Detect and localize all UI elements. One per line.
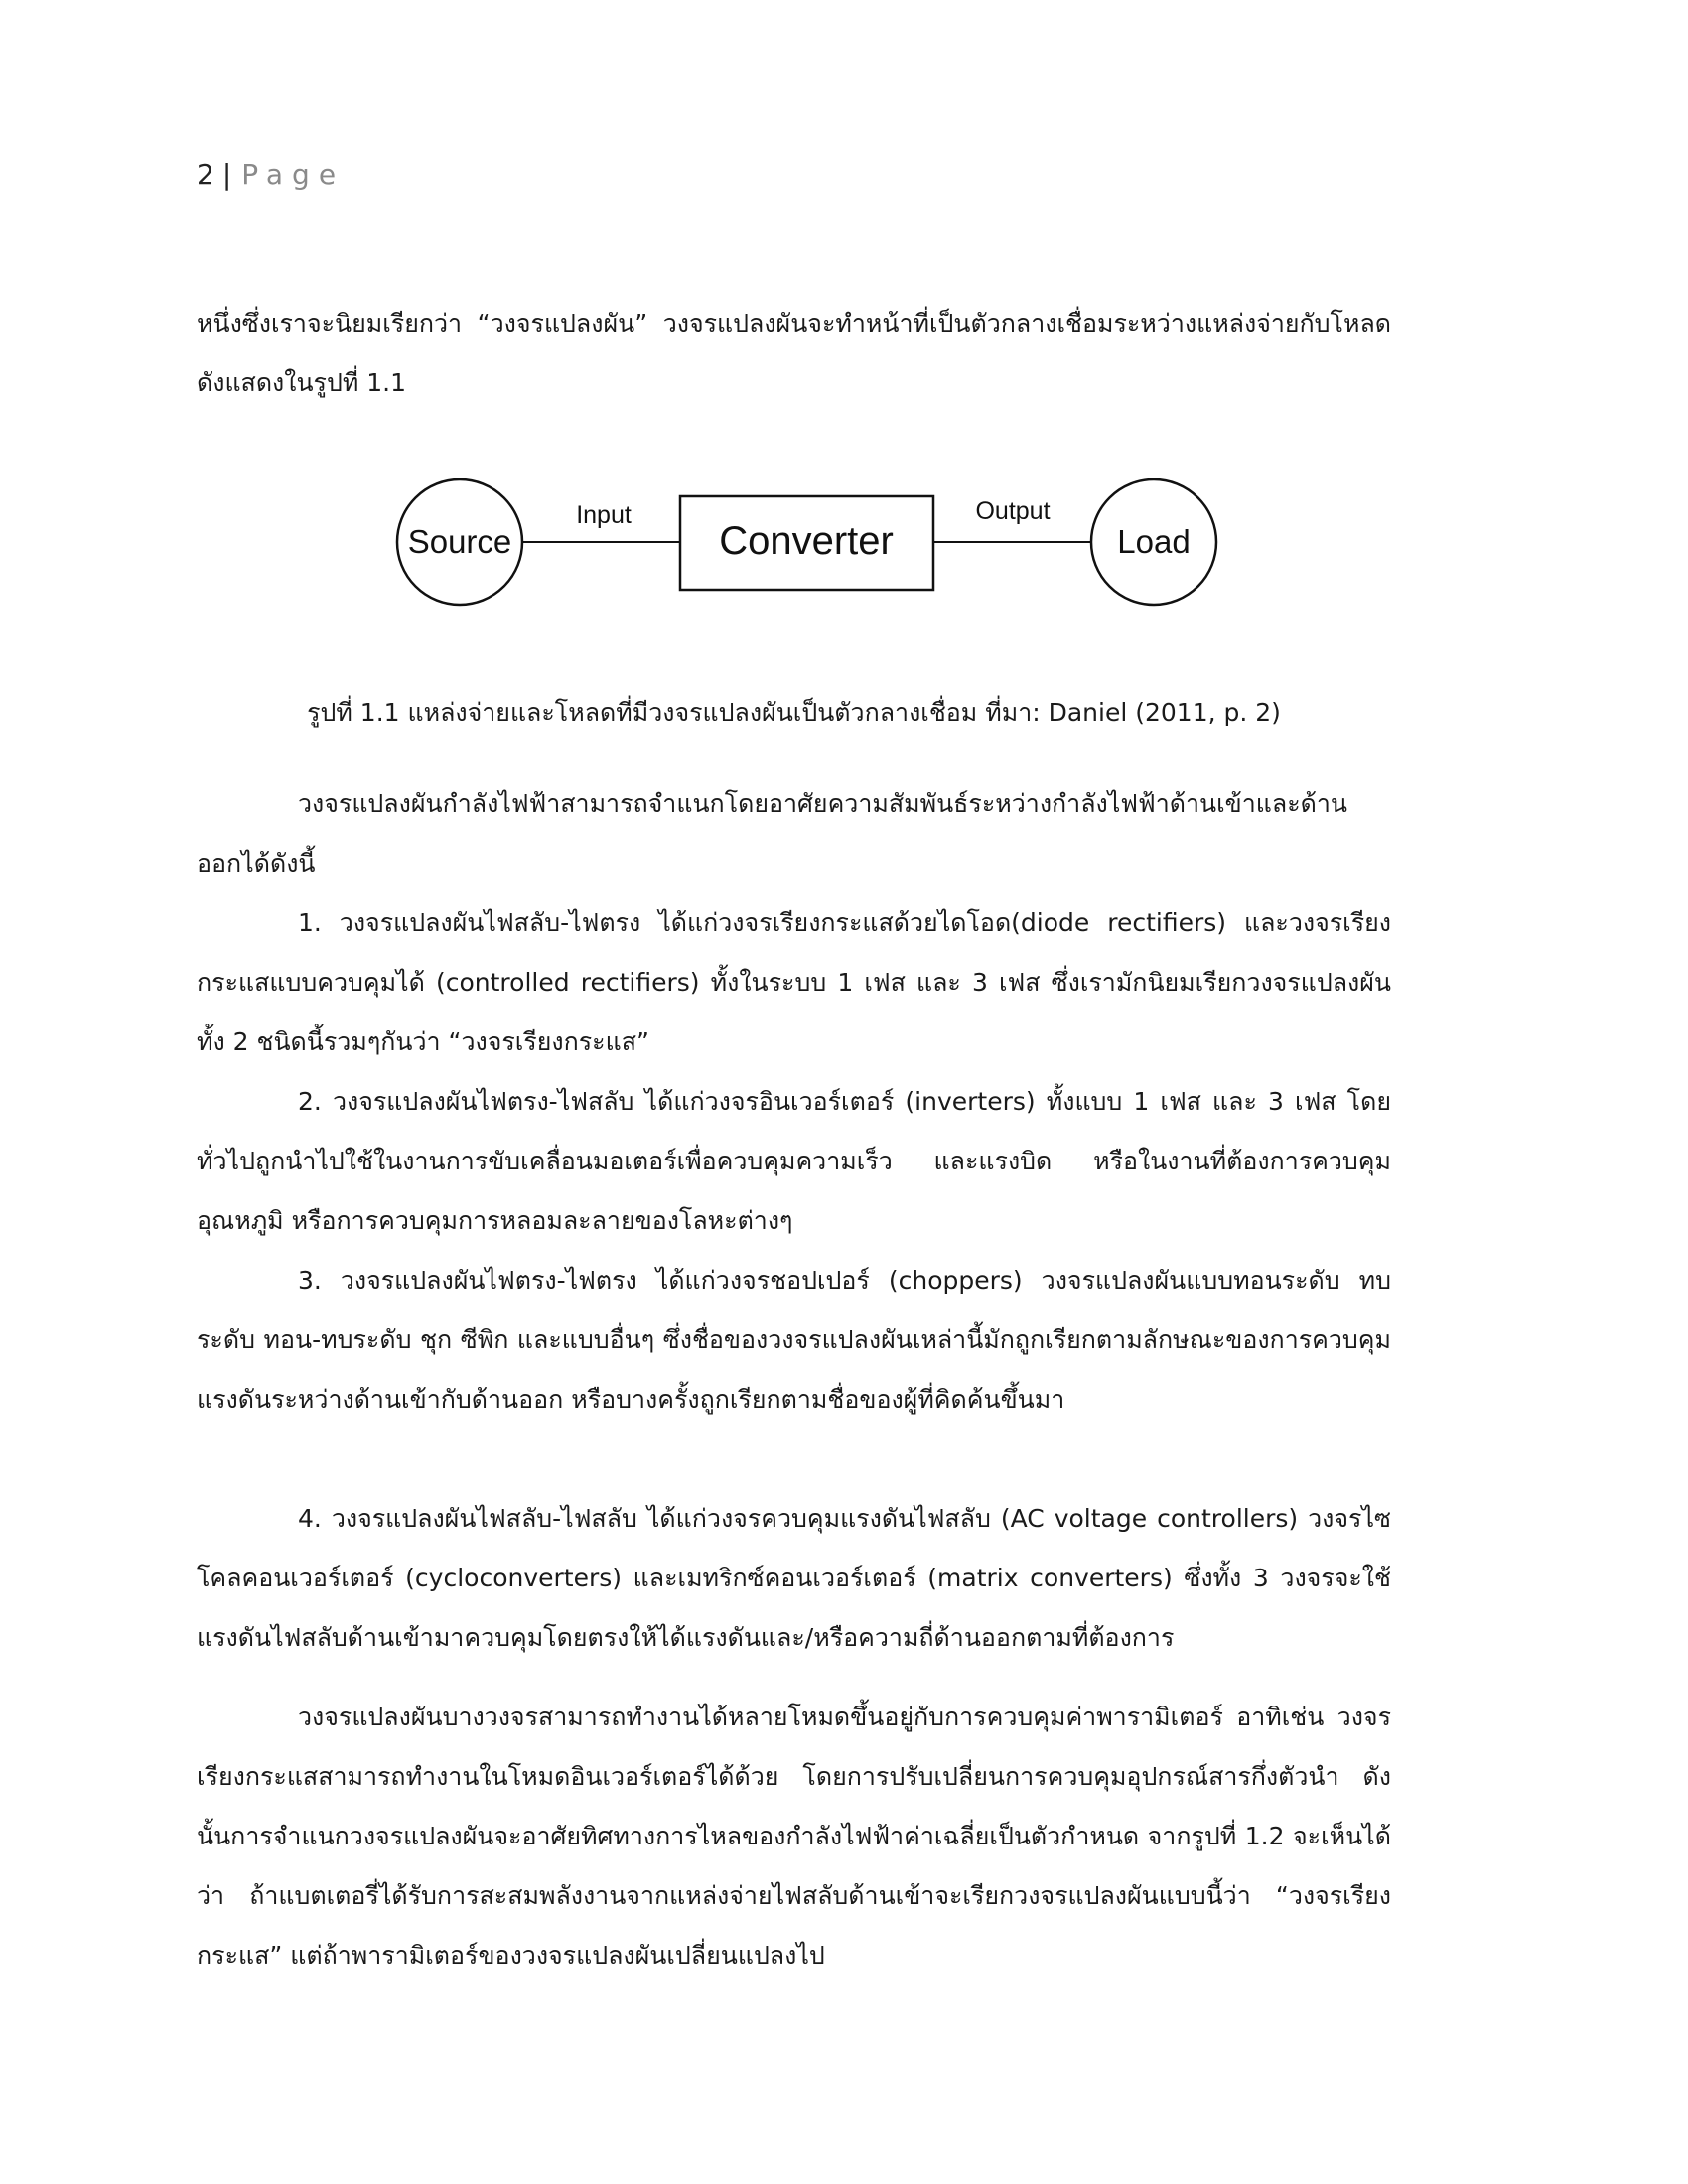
list-item-ac-dc: 1. วงจรแปลงผันไฟสลับ-ไฟตรง ได้แก่วงจรเรียงกระแสด้วยไดโอด(diode rectifiers) และวงจรเรียงกระแสแบบควบคุมได้ (controlled rectifiers) ทั้งในระบบ 1 เฟส และ 3 เฟส ซึ่งเรามักนิยมเรียกวงจรแปลงผันทั้ง 2 ชนิดนี้รวมๆกันว่า “วงจรเรียงกระแส” [197, 908, 1391, 1056]
source-label: Source [407, 523, 512, 560]
list-item-dc-dc: 3. วงจรแปลงผันไฟตรง-ไฟตรง ได้แก่วงจรชอปเปอร์ (choppers) วงจรแปลงผันแบบทอนระดับ ทบระดับ ทอน-ทบระดับ ชุก ซีพิก และแบบอื่นๆ ซึ่งชื่อของวงจรแปลงผันเหล่านี้มักถูกเรียกตามลักษณะของการควบคุมแรงดันระหว่างด้านเข้ากับด้านออก หรือบางครั้งถูกเรียกตามชื่อของผู้ที่คิดค้นขึ้นมา [197, 1266, 1391, 1414]
intro-paragraph: หนึ่งซึ่งเราจะนิยมเรียกว่า “วงจรแปลงผัน” วงจรแปลงผันจะทำหน้าที่เป็นตัวกลางเชื่อมระหว่างแหล่งจ่ายกับโหลดดังแสดงในรูปที่ 1.1 [197, 309, 1391, 397]
converter-block-diagram [392, 467, 1236, 635]
list-item-dc-ac: 2. วงจรแปลงผันไฟตรง-ไฟสลับ ได้แก่วงจรอินเวอร์เตอร์ (inverters) ทั้งแบบ 1 เฟส และ 3 เฟส โดยทั่วไปถูกนำไปใช้ในงานการขับเคลื่อนมอเตอร์เพื่อควบคุมความเร็ว และแรงบิด หรือในงานที่ต้องการควบคุมอุณหภูมิ หรือการควบคุมการหลอมละลายของโลหะต่างๆ [197, 1087, 1391, 1235]
converter-label: Converter [719, 519, 894, 563]
header-separator: | [221, 158, 232, 191]
page-header [197, 155, 1391, 205]
figure-caption: รูปที่ 1.1 แหล่งจ่ายและโหลดที่มีวงจรแปลงผันเป็นตัวกลางเชื่อม ที่มา: Daniel (2011, p. 2) [307, 698, 1281, 727]
page-number: 2 [197, 158, 214, 191]
load-label: Load [1117, 523, 1191, 560]
output-label: Output [975, 497, 1051, 525]
classification-intro-paragraph: วงจรแปลงผันกำลังไฟฟ้าสามารถจำแนกโดยอาศัยความสัมพันธ์ระหว่างกำลังไฟฟ้าด้านเข้าและด้านออกได้ดังนี้ [197, 789, 1348, 878]
input-label: Input [576, 501, 632, 529]
modes-paragraph: วงจรแปลงผันบางวงจรสามารถทำงานได้หลายโหมดขึ้นอยู่กับการควบคุมค่าพารามิเตอร์ อาทิเช่น วงจรเรียงกระแสสามารถทำงานในโหมดอินเวอร์เตอร์ได้ด้วย โดยการปรับเปลี่ยนการควบคุมอุปกรณ์สารกึ่งตัวนำ ดังนั้นการจำแนกวงจรแปลงผันจะอาศัยทิศทางการไหลของกำลังไฟฟ้าค่าเฉลี่ยเป็นตัวกำหนด จากรูปที่ 1.2 จะเห็นได้ว่า ถ้าแบตเตอรี่ได้รับการสะสมพลังงานจากแหล่งจ่ายไฟสลับด้านเข้าจะเรียกวงจรแปลงผันแบบนี้ว่า “วงจรเรียงกระแส” แต่ถ้าพารามิเตอร์ของวงจรแปลงผันเปลี่ยนแปลงไป [197, 1703, 1391, 1970]
list-item-ac-ac: 4. วงจรแปลงผันไฟสลับ-ไฟสลับ ได้แก่วงจรควบคุมแรงดันไฟสลับ (AC voltage controllers) วงจรไซโคลคอนเวอร์เตอร์ (cycloconverters) และเมทริกซ์คอนเวอร์เตอร์ (matrix converters) ซึ่งทั้ง 3 วงจรจะใช้แรงดันไฟสลับด้านเข้ามาควบคุมโดยตรงให้ได้แรงดันและ/หรือความถี่ด้านออกตามที่ต้องการ [197, 1504, 1391, 1652]
page-word: Page [241, 158, 346, 191]
